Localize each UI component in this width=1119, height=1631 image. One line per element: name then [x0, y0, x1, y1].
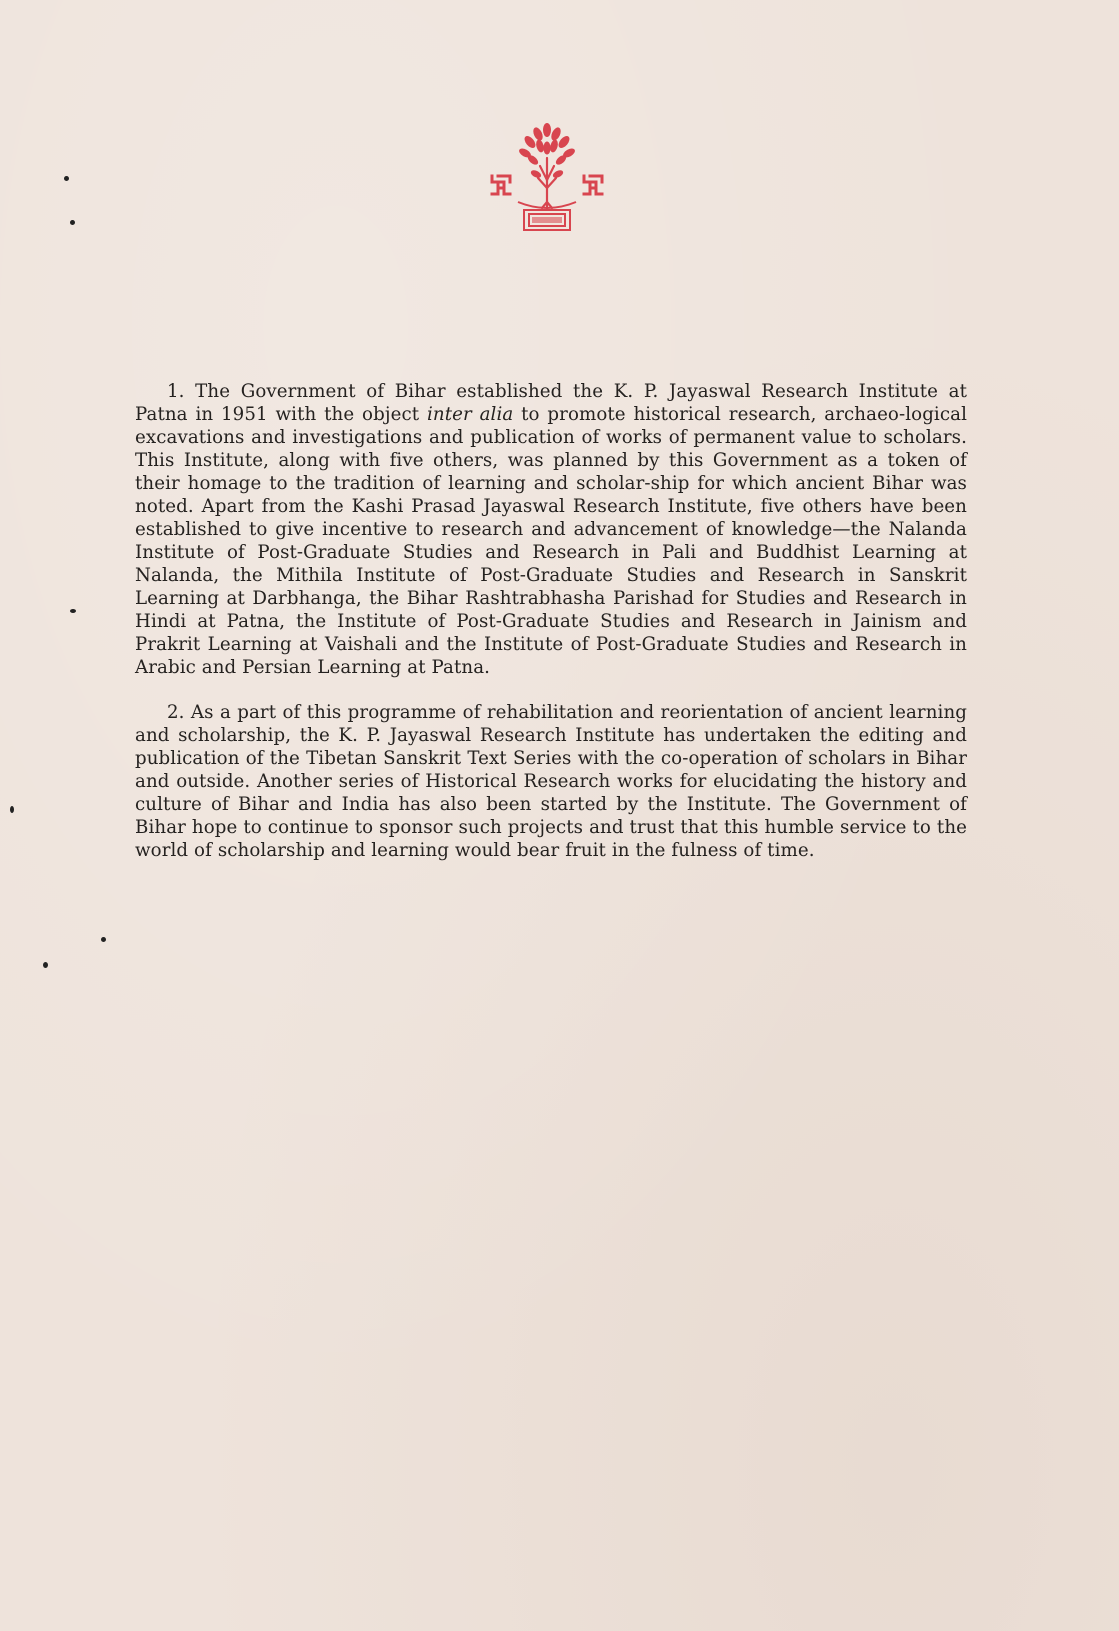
paragraph-1: 1. The Government of Bihar established the K. P. Jayaswal Research Institute at Patna in 1951 with the object inter alia to promote historical research, archaeo-logical excavations and investigations and publication of works of permanent value to scholars. This Institute, along with five others, was planned by this Government as a token of their homage to the tradition of learning and scholar-ship for which ancient Bihar was noted. Apart from the Kashi Prasad Jayaswal Research Institute, five others have been established to give incentive to research and advancement of knowledge—the Nalanda Institute of Post-Graduate Studies and Research in Pali and Buddhist Learning at Nalanda, the Mithila Institute of Post-Graduate Studies and Research in Sanskrit Learning at Darbhanga, the Bihar Rashtrabhasha Parishad for Studies and Research in Hindi at Patna, the Institute of Post-Graduate Studies and Research in Jainism and Prakrit Learning at Vaishali and the Institute of Post-Graduate Studies and Research in Arabic and Persian Learning at Patna.: [135, 381, 967, 678]
paper-speck: [70, 220, 75, 225]
bihar-emblem-icon: [488, 118, 606, 236]
paper-speck: [64, 176, 69, 181]
latin-phrase: inter alia: [426, 404, 514, 425]
paragraph-2: 2. As a part of this programme of rehabilitation and reorientation of ancient learning and scholarship, the K. P. Jayaswal Research Institute has undertaken the editing and publication of the Tibetan Sanskrit Text Series with the co-operation of scholars in Bihar and outside. Another series of Historical Research works for elucidating the history and culture of Bihar and India has also been started by the Institute. The Government of Bihar hope to continue to sponsor such projects and trust that this humble service to the world of scholarship and learning would bear fruit in the fulness of time.: [135, 702, 967, 861]
body-text: [135, 380, 967, 884]
paper-speck: [70, 609, 76, 613]
paper-speck: [101, 937, 106, 942]
paper-speck: [43, 962, 48, 968]
paper-speck: [10, 806, 14, 813]
